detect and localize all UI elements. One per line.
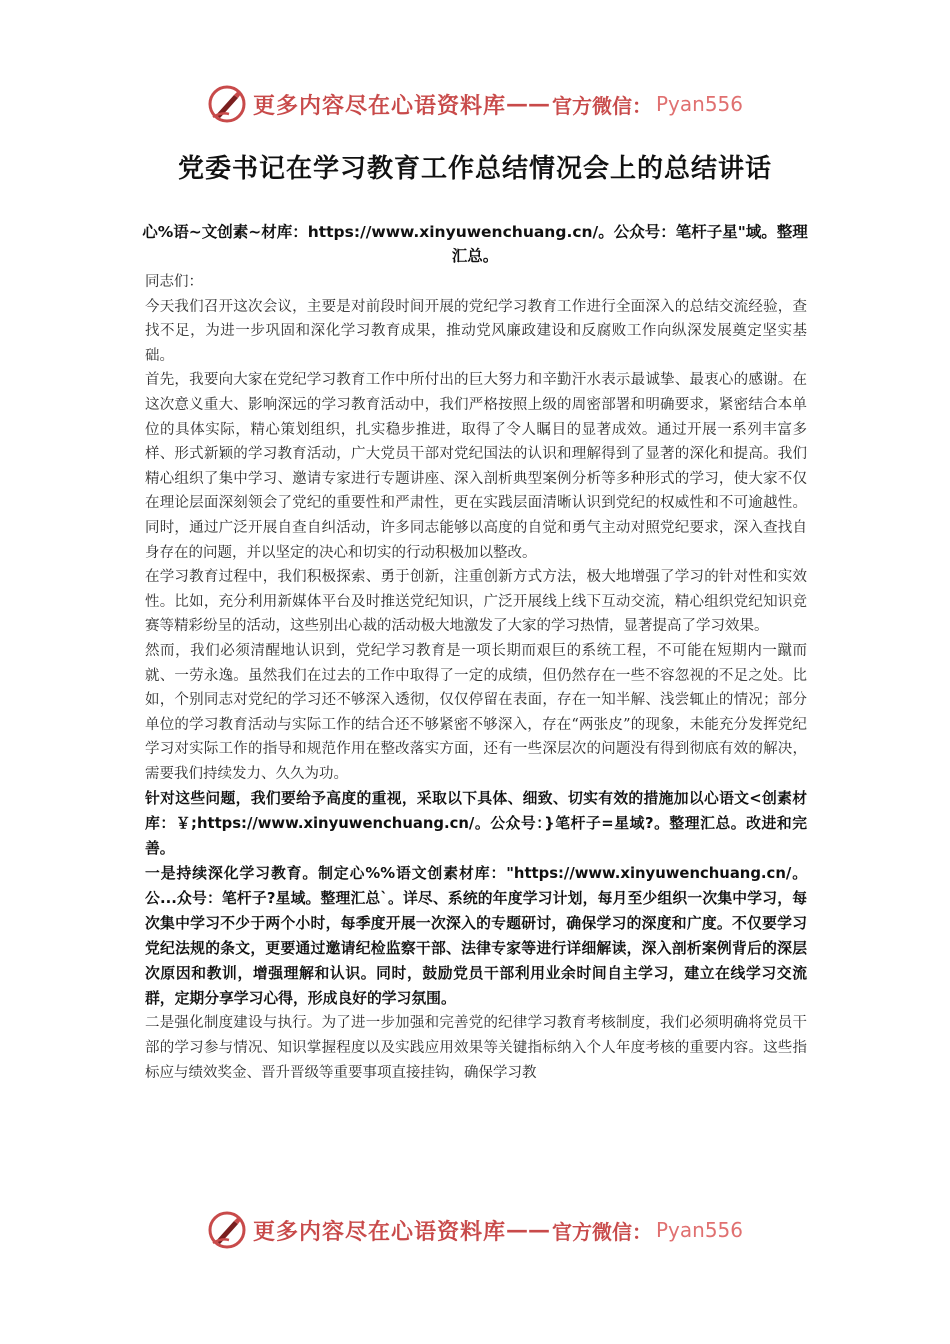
body-paragraph: 今天我们召开这次会议，主要是对前段时间开展的党纪学习教育工作进行全面深入的总结交流经验，查找不足，为进一步巩固和深化学习教育成果，推动党风廉政建设和反腐败工作向纵深发展奠定坚实基础。 (145, 298, 807, 364)
pen-logo-icon (207, 1210, 247, 1250)
body-paragraph: 首先，我要向大家在党纪学习教育工作中所付出的巨大努力和辛勤汗水表示最诚挚、最衷心的感谢。在这次意义重大、影响深远的学习教育活动中，我们严格按照上级的周密部署和明确要求，紧密结合本单位的具体实际，精心策划组织，扎实稳步推进，取得了令人瞩目的显著成效。通过开展一系列丰富多样、形式新颖的学习教育活动，广大党员干部对党纪国法的认识和理解得到了显著的深化和提高。我们精心组织了集中学习、邀请专家进行专题讲座、深入剖析典型案例分析等多种形式的学习，使大家不仅在理论层面深刻领会了党纪的重要性和严肃性，更在实践层面清晰认识到党纪的权威性和不可逾越性。同时，通过广泛开展自查自纠活动，许多同志能够以高度的自觉和勇气主动对照党纪要求，深入查找自身存在的问题，并以坚定的决心和切实的行动积极加以整改。 (145, 372, 807, 561)
footer-banner (0, 1206, 950, 1254)
banner-wechat-id: Pyan556 (656, 92, 744, 116)
body-paragraph: 二是强化制度建设与执行。为了进一步加强和完善党的纪律学习教育考核制度，我们必须明确将党员干部的学习参与情况、知识掌握程度以及实践应用效果等关键指标纳入个人年度考核的重要内容。这些指标应与绩效奖金、晋升晋级等重要事项直接挂钩，确保学习教 (145, 1015, 807, 1081)
banner-dash: —— (506, 1217, 550, 1243)
salutation: 同志们： (145, 274, 203, 290)
body-paragraph: 在学习教育过程中，我们积极探索、勇于创新，注重创新方式方法，极大地增强了学习的针对性和实效性。比如，充分利用新媒体平台及时推送党纪知识，广泛开展线上线下互动交流，精心组织党纪知识竞赛等精彩纷呈的活动，这些别出心裁的活动极大地激发了大家的学习热情，显著提高了学习效果。 (145, 569, 807, 635)
document-body (145, 270, 807, 1085)
banner-text: 更多内容尽在心语资料库 (252, 1218, 506, 1245)
banner-text: 更多内容尽在心语资料库 (252, 92, 506, 119)
source-line: 心%语~文创素~材库：https://www.xinyuwenchuang.cn/。公众号：笔杆子星"域。整理汇总。 (142, 223, 808, 265)
banner-dash: —— (506, 91, 550, 117)
header-banner (0, 80, 950, 128)
bold-paragraph: 针对这些问题，我们要给予高度的重视，采取以下具体、细致、切实有效的措施加以心语文<创素材库：￥;https://www.xinyuwenchuang.cn/。公众号：}笔杆子=星域?。整理汇总。改进和完善。 (145, 790, 807, 858)
bold-paragraph: 一是持续深化学习教育。制定心%%语文创素材库："https://www.xinyuwenchuang.cn/。公...众号：笔杆子?星域。整理汇总`。详尽、系统的年度学习计划，每月至少组织一次集中学习，每次集中学习不少于两个小时，每季度开展一次深入的专题研讨，确保学习的深度和广度。不仅要学习党纪法规的条文，更要通过邀请纪检监察干部、法律专家等进行详细解读，深入剖析案例背后的深层次原因和教训，增强理解和认识。同时，鼓励党员干部利用业余时间自主学习，建立在线学习交流群，定期分享学习心得，形成良好的学习氛围。 (145, 865, 807, 1008)
pen-logo-icon (207, 84, 247, 124)
body-paragraph: 然而，我们必须清醒地认识到，党纪学习教育是一项长期而艰巨的系统工程，不可能在短期内一蹴而就、一劳永逸。虽然我们在过去的工作中取得了一定的成绩，但仍然存在一些不容忽视的不足之处。比如，个别同志对党纪的学习还不够深入透彻，仅仅停留在表面，存在一知半解、浅尝辄止的情况；部分单位的学习教育活动与实际工作的结合还不够紧密不够深入，存在“两张皮”的现象，未能充分发挥党纪学习对实际工作的指导和规范作用在整改落实方面，还有一些深层次的问题没有得到彻底有效的解决，需要我们持续发力、久久为功。 (145, 642, 807, 782)
document-title: 党委书记在学习教育工作总结情况会上的总结讲话 (177, 154, 772, 184)
banner-wechat-label: 官方微信： (552, 1219, 652, 1244)
banner-wechat-label: 官方微信： (552, 93, 652, 118)
banner-wechat-id: Pyan556 (656, 1218, 744, 1242)
